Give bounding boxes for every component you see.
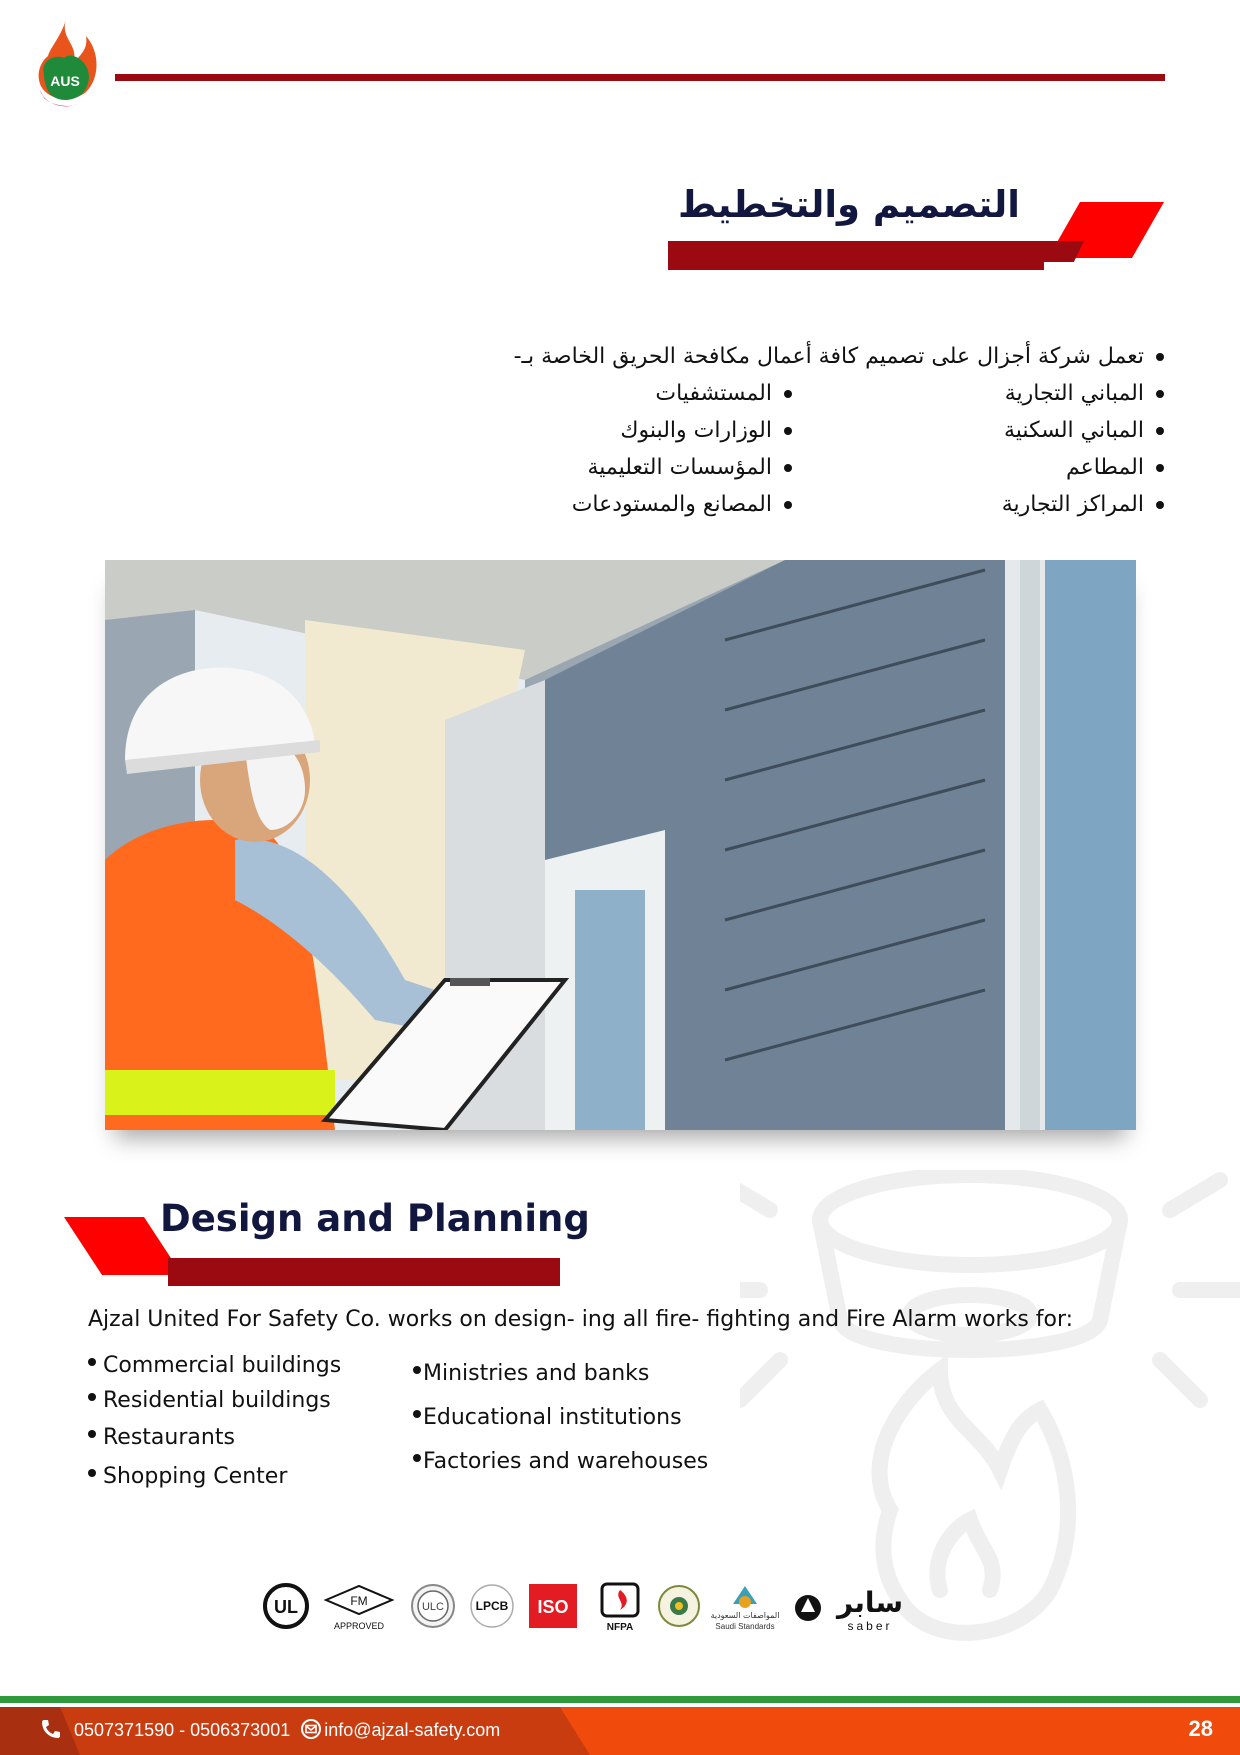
footer-stripe [0,1696,1240,1703]
svg-text:Saudi Standards: Saudi Standards [715,1622,775,1631]
arabic-section-title: التصميم والتخطيط [677,183,1020,226]
arabic-list-item: المؤسسات التعليمية [587,455,792,480]
footer-contact [40,1719,500,1741]
svg-text:NFPA: NFPA [606,1622,634,1633]
english-list-item: Shopping Center [88,1464,287,1489]
bullet-icon [413,1454,421,1462]
svg-text:UL: UL [274,1597,298,1617]
arabic-list-item: المصانع والمستودعات [572,492,792,517]
fm-approved-logo [326,1586,392,1631]
english-list-item: Restaurants [88,1425,235,1450]
saber-logo [795,1586,903,1633]
bullet-icon [1156,353,1164,361]
svg-text:سابر: سابر [837,1586,903,1619]
bullet-icon [1156,501,1164,509]
bullet-icon [1156,427,1164,435]
header-rule [115,74,1165,81]
svg-text:APPROVED: APPROVED [333,1621,385,1631]
page-number: 28 [1188,1716,1213,1741]
english-list-item: Ministries and banks [413,1361,649,1386]
english-intro: Ajzal United For Safety Co. works on design- ing all fire- fighting and Fire Alarm works for: [88,1307,1074,1332]
lpcb-logo [471,1585,513,1627]
phone-numbers[interactable]: 0507371590 - 0506373001 [74,1720,291,1740]
bullet-icon [88,1358,96,1366]
inspector-photo [105,560,1136,1130]
english-list-item: Commercial buildings [88,1353,341,1378]
civil-defense-emblem-icon [659,1586,699,1626]
bullet-icon [413,1366,421,1374]
svg-text:ISO: ISO [537,1597,569,1617]
bullet-icon [1156,464,1164,472]
bullet-icon [784,427,792,435]
english-list-item: Residential buildings [88,1388,331,1413]
ul-logo [265,1585,307,1627]
english-title-bar [168,1258,560,1286]
bullet-icon [784,390,792,398]
email-address[interactable]: info@ajzal-safety.com [324,1720,501,1740]
email-icon [301,1719,321,1739]
arabic-list-item: المراكز التجارية [1002,492,1164,517]
svg-text:LPCB: LPCB [475,1599,509,1613]
arabic-list-item: الوزارات والبنوك [620,418,792,443]
bullet-icon [784,464,792,472]
english-list-item: Educational institutions [413,1405,682,1430]
svg-text:المواصفات السعودية: المواصفات السعودية [710,1611,780,1620]
arabic-title-accent [1040,202,1170,262]
english-list-item: Factories and warehouses [413,1449,708,1474]
arabic-intro: تعمل شركة أجزال على تصميم كافة أعمال مكافحة الحريق الخاصة بـ- [514,344,1164,369]
logo-text: AUS [50,73,80,89]
nfpa-logo [602,1584,638,1633]
saso-logo [711,1586,780,1631]
bullet-icon [784,501,792,509]
svg-text:FM: FM [350,1594,368,1608]
bullet-icon [413,1410,421,1418]
arabic-list-item: المباني التجارية [1005,381,1164,406]
arabic-title-bar [668,241,1044,270]
ulc-logo [412,1585,454,1627]
svg-text:saber: saber [847,1619,893,1633]
bullet-icon [1156,390,1164,398]
inspector-photo-illustration [105,560,1136,1130]
phone-icon [40,1719,62,1739]
bullet-icon [88,1393,96,1401]
bullet-icon [88,1430,96,1438]
certification-logos [258,1578,938,1634]
iso-logo [529,1584,577,1628]
english-section-title: Design and Planning [160,1197,590,1240]
svg-text:ULC: ULC [421,1601,445,1613]
bullet-icon [88,1469,96,1477]
arabic-list-item: المستشفيات [655,381,792,406]
arabic-list-item: المباني السكنية [1004,418,1164,443]
arabic-list-item: المطاعم [1066,455,1164,480]
company-logo [30,18,102,110]
